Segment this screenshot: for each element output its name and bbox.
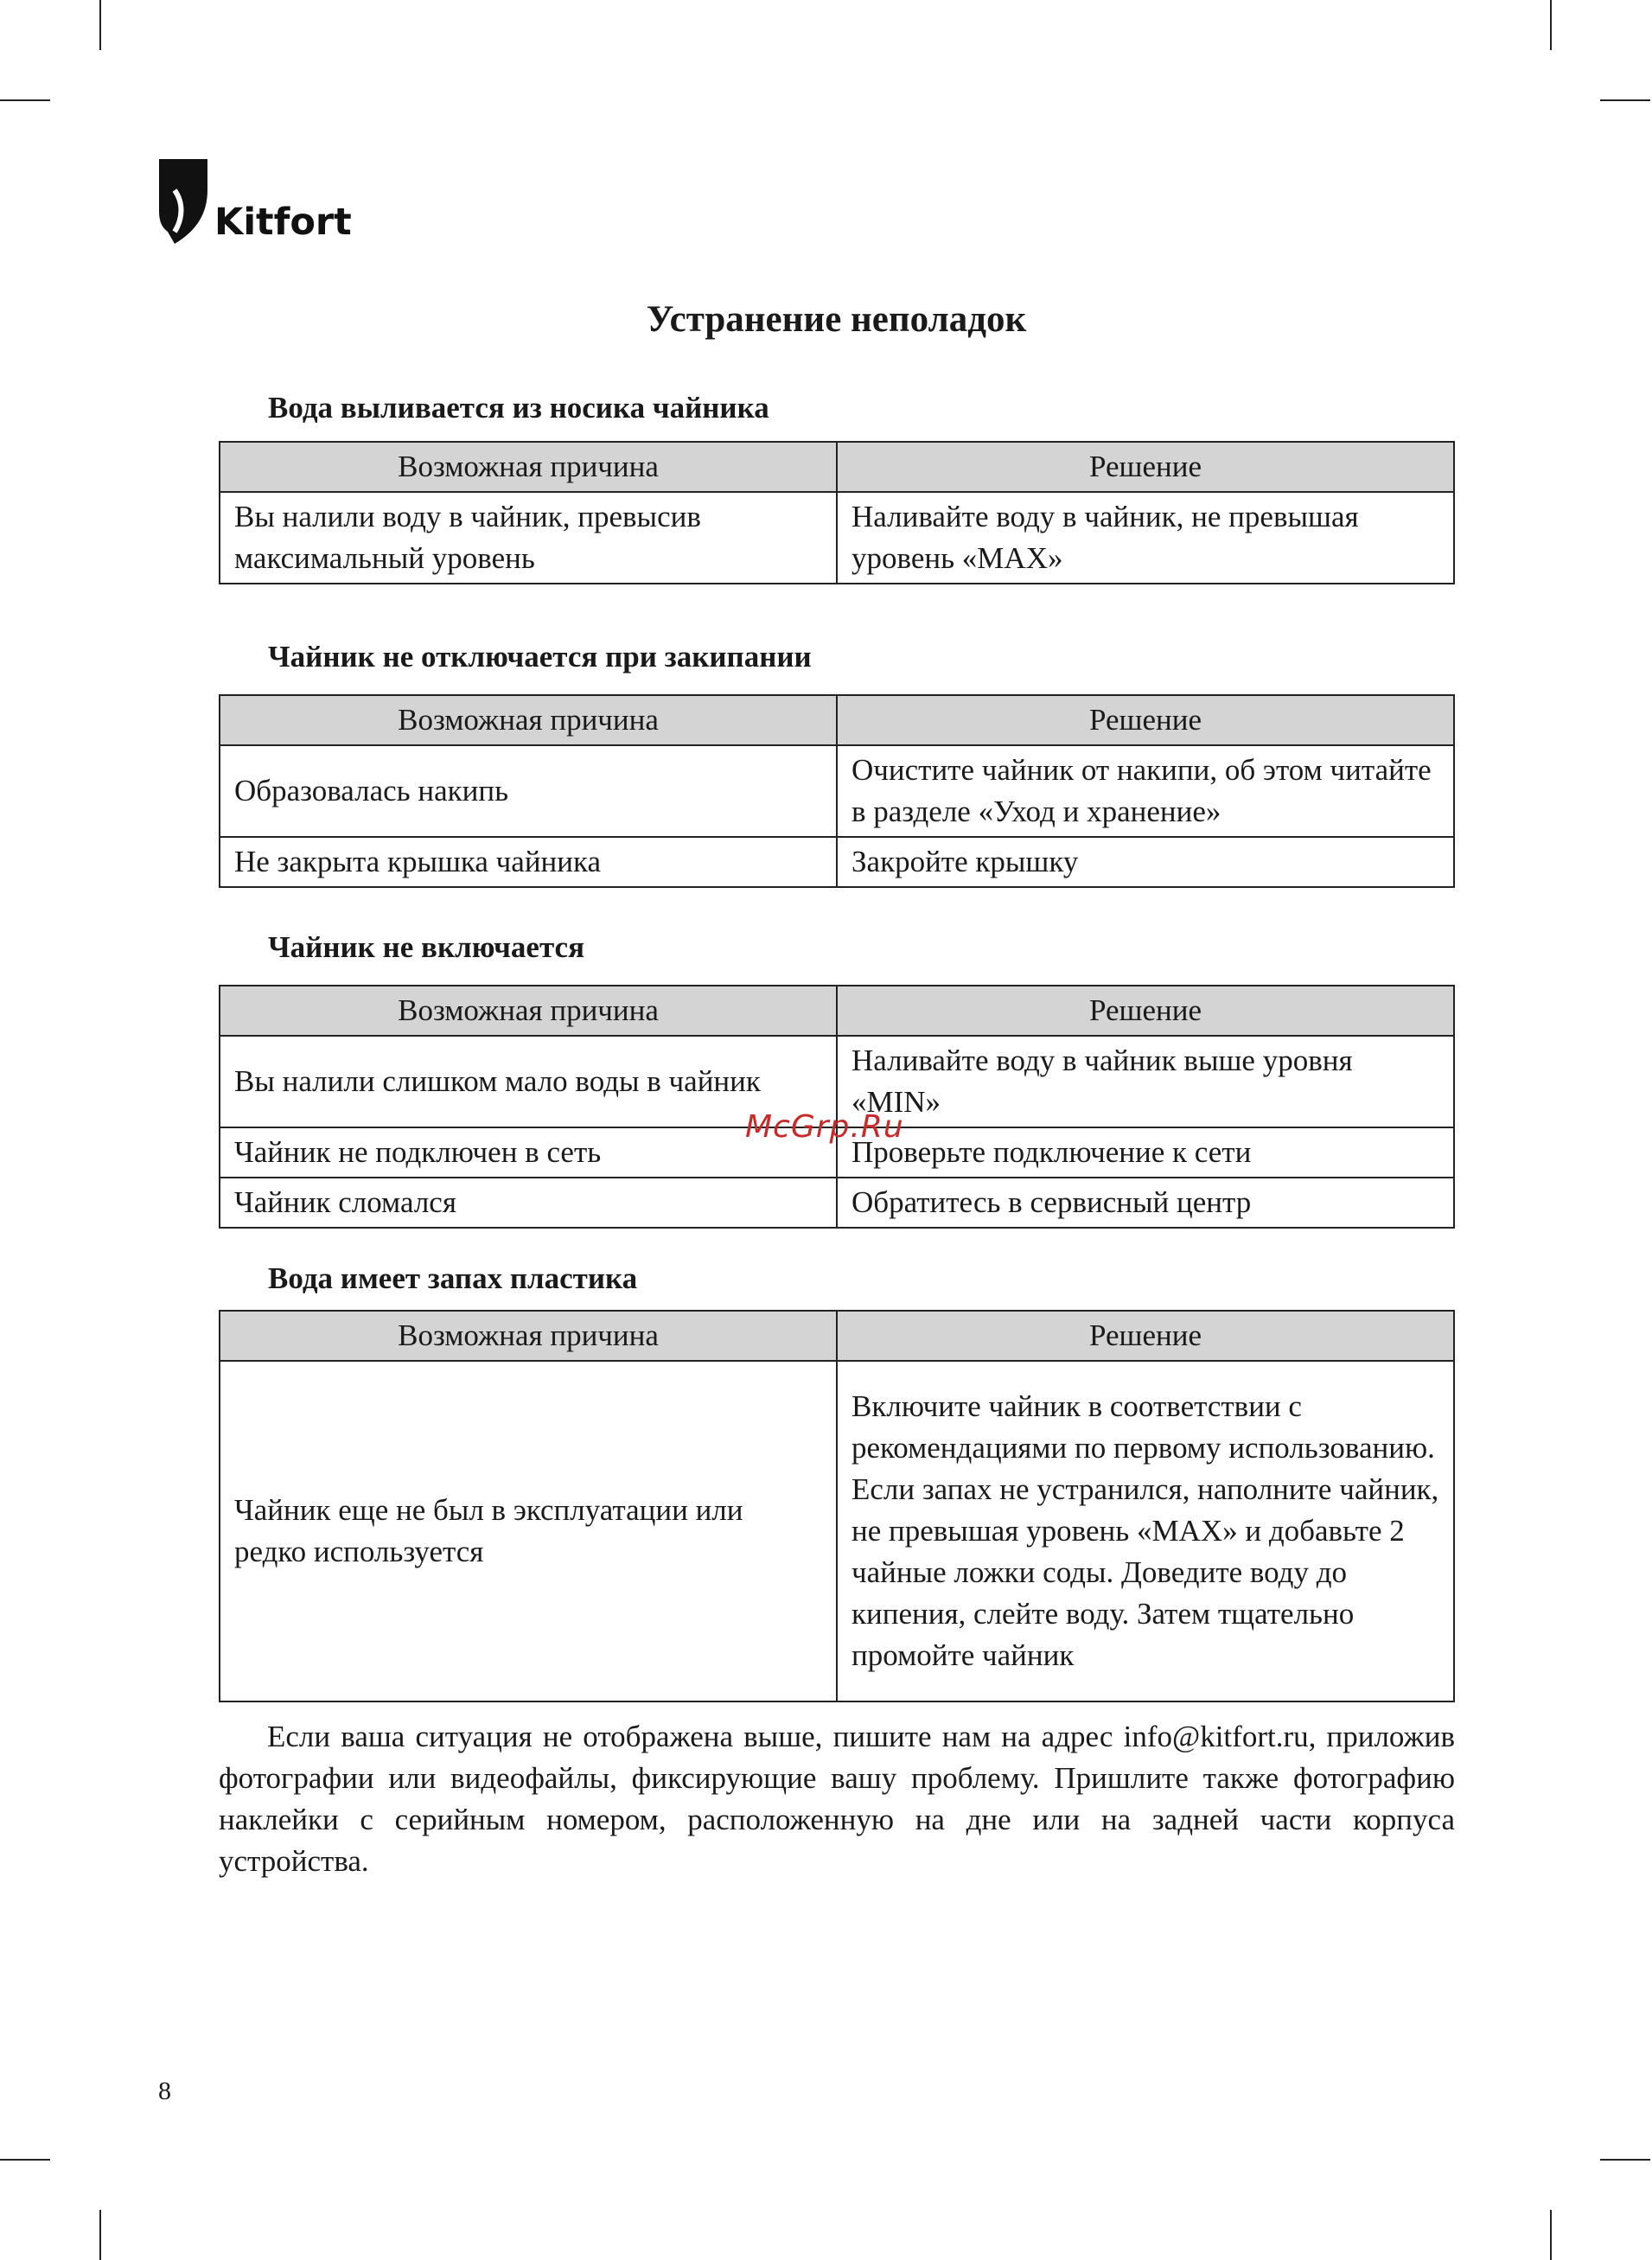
cause-cell: Образовалась накипь	[220, 745, 837, 837]
table-row	[220, 745, 1454, 837]
header-cause: Возможная причина	[220, 1311, 837, 1361]
solution-cell: Очистите чайник от накипи, об этом читайте в разделе «Уход и хранение»	[837, 745, 1454, 837]
table-header-row	[220, 986, 1454, 1036]
watermark: McGrp.Ru	[745, 1109, 904, 1145]
table-header-row	[220, 1311, 1454, 1361]
table-row	[220, 837, 1454, 887]
header-solution: Решение	[837, 986, 1454, 1036]
troubleshoot-table-2	[219, 694, 1455, 888]
header-solution: Решение	[837, 442, 1454, 492]
solution-cell: Проверьте подключение к сети	[837, 1127, 1454, 1178]
header-cause: Возможная причина	[220, 695, 837, 745]
header-cause: Возможная причина	[220, 442, 837, 492]
table-row	[220, 492, 1454, 584]
solution-cell: Закройте крышку	[837, 837, 1454, 887]
page-number: 8	[158, 2077, 171, 2105]
crop-mark-top-right-h	[1600, 99, 1650, 101]
crop-mark-top-right-v	[1550, 0, 1552, 50]
cause-cell: Чайник еще не был в эксплуатации или редко используется	[220, 1361, 837, 1701]
kitfort-logo	[157, 157, 365, 252]
crop-mark-bottom-left-v	[99, 2210, 101, 2260]
header-solution: Решение	[837, 695, 1454, 745]
crop-mark-top-left-h	[0, 99, 50, 101]
section-heading-2: Чайник не отключается при закипании	[268, 640, 812, 674]
troubleshoot-table-4	[219, 1310, 1455, 1702]
page-title: Устранение неполадок	[646, 299, 1027, 340]
crop-mark-bottom-left-h	[0, 2159, 50, 2161]
section-heading-1: Вода выливается из носика чайника	[268, 391, 769, 425]
contact-paragraph	[219, 1716, 1455, 1882]
logo-wordmark: Kitfort	[214, 201, 352, 244]
crop-mark-top-left-v	[99, 0, 101, 50]
table-row	[220, 1361, 1454, 1701]
solution-cell: Включите чайник в соответствии с рекомендациями по первому использованию. Если запах не устранился, наполните чайник, не превышая уровень «MAX» и добавьте 2 чайные ложки соды. Доведите воду до кипения, слейте воду. Затем тщательно промойте чайник	[837, 1361, 1454, 1701]
crop-mark-bottom-right-v	[1550, 2210, 1552, 2260]
troubleshoot-table-1	[219, 441, 1455, 584]
troubleshoot-table-3	[219, 985, 1455, 1229]
cause-cell: Не закрыта крышка чайника	[220, 837, 837, 887]
cause-cell: Чайник сломался	[220, 1178, 837, 1228]
solution-cell: Наливайте воду в чайник, не превышая уровень «MAX»	[837, 492, 1454, 584]
table-row	[220, 1178, 1454, 1228]
cause-cell: Чайник не подключен в сеть	[220, 1127, 837, 1178]
cause-cell: Вы налили слишком мало воды в чайник	[220, 1036, 837, 1127]
contact-paragraph-text: Если ваша ситуация не отображена выше, пишите нам на адрес info@kitfort.ru, приложив фотографии или видеофайлы, фиксирующие вашу проблему. Пришлите также фотографию наклейки с серийным номером, расположенную на дне или на задней части корпуса устройства.	[219, 1720, 1455, 1878]
table-header-row	[220, 695, 1454, 745]
table-header-row	[220, 442, 1454, 492]
header-solution: Решение	[837, 1311, 1454, 1361]
solution-cell: Наливайте воду в чайник выше уровня «MIN»	[837, 1036, 1454, 1127]
header-cause: Возможная причина	[220, 986, 837, 1036]
crop-mark-bottom-right-h	[1600, 2159, 1650, 2161]
section-heading-3: Чайник не включается	[268, 930, 585, 964]
solution-cell: Обратитесь в сервисный центр	[837, 1178, 1454, 1228]
section-heading-4: Вода имеет запах пластика	[268, 1261, 638, 1295]
cause-cell: Вы налили воду в чайник, превысив максимальный уровень	[220, 492, 837, 584]
